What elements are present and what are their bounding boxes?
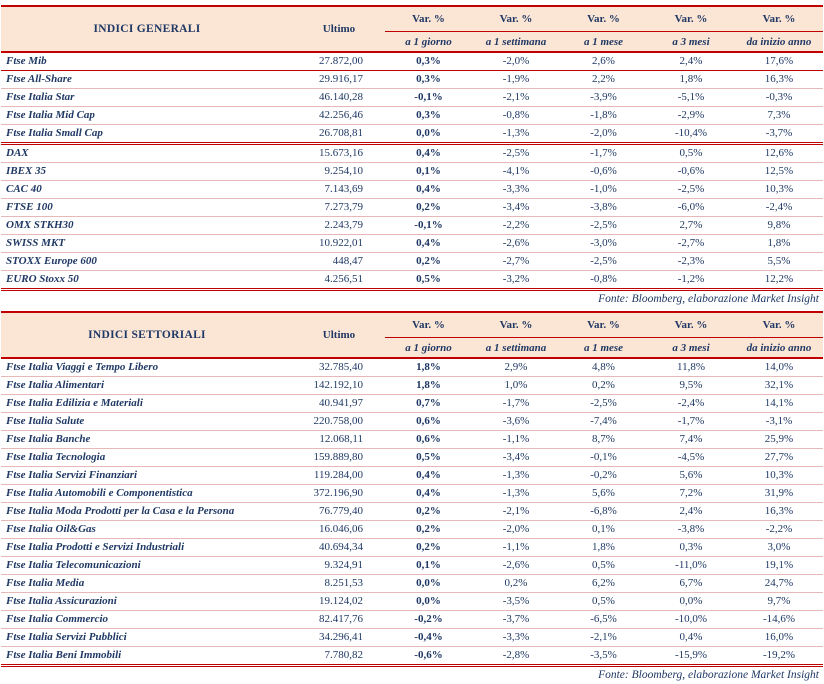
index-name-cell: Ftse Italia Salute — [1, 413, 293, 431]
var-1d-value-cell: -0,1% — [385, 217, 472, 235]
col-header-var-1m: Var. % — [560, 312, 647, 338]
var-1d-value-cell: 0,6% — [385, 431, 472, 449]
var-1d-value-cell: -0,6% — [385, 647, 472, 666]
var-1d-value-cell: 1,8% — [385, 358, 472, 377]
var-1m-value-cell: -0,8% — [560, 271, 647, 290]
table-row — [1, 52, 823, 71]
var-ytd-value-cell: 16,0% — [735, 629, 823, 647]
var-3m-value-cell: -4,5% — [647, 449, 735, 467]
index-name-cell: IBEX 35 — [1, 163, 293, 181]
var-1w-value-cell: -3,3% — [472, 181, 560, 199]
table-row — [1, 431, 823, 449]
var-1d-value-cell: 0,3% — [385, 52, 472, 71]
table-row — [1, 593, 823, 611]
var-1m-value-cell: -6,8% — [560, 503, 647, 521]
var-3m-value-cell: -15,9% — [647, 647, 735, 666]
ultimo-value-cell: 76.779,40 — [293, 503, 385, 521]
var-1m-value-cell: 0,5% — [560, 557, 647, 575]
var-1d-value-cell: 0,2% — [385, 503, 472, 521]
ultimo-value-cell: 29.916,17 — [293, 71, 385, 89]
var-ytd-value-cell: -0,3% — [735, 89, 823, 107]
var-1d-value-cell: 0,1% — [385, 557, 472, 575]
ultimo-value-cell: 159.889,80 — [293, 449, 385, 467]
index-name-cell: Ftse Italia Star — [1, 89, 293, 107]
index-name-cell: Ftse Italia Viaggi e Tempo Libero — [1, 358, 293, 377]
var-ytd-value-cell: 12,2% — [735, 271, 823, 290]
var-1d-value-cell: 0,2% — [385, 199, 472, 217]
var-ytd-value-cell: 16,3% — [735, 71, 823, 89]
index-name-cell: OMX STKH30 — [1, 217, 293, 235]
var-1d-value-cell: 0,4% — [385, 144, 472, 163]
var-1m-value-cell: -3,5% — [560, 647, 647, 666]
index-name-cell: Ftse Italia Servizi Pubblici — [1, 629, 293, 647]
var-1w-value-cell: -2,7% — [472, 253, 560, 271]
var-ytd-value-cell: 27,7% — [735, 449, 823, 467]
var-1w-value-cell: -1,1% — [472, 431, 560, 449]
var-3m-value-cell: 0,4% — [647, 629, 735, 647]
table-row — [1, 217, 823, 235]
var-3m-value-cell: 5,6% — [647, 467, 735, 485]
var-1d-value-cell: 0,4% — [385, 235, 472, 253]
var-1m-value-cell: 2,6% — [560, 52, 647, 71]
var-ytd-value-cell: -2,4% — [735, 199, 823, 217]
index-name-cell: Ftse Italia Oil&Gas — [1, 521, 293, 539]
var-1m-value-cell: -1,0% — [560, 181, 647, 199]
var-1m-value-cell: 0,5% — [560, 593, 647, 611]
ultimo-value-cell: 82.417,76 — [293, 611, 385, 629]
var-1m-value-cell: 2,2% — [560, 71, 647, 89]
var-1m-value-cell: 1,8% — [560, 539, 647, 557]
col-subheader-3m: a 3 mesi — [647, 338, 735, 359]
var-3m-value-cell: -2,5% — [647, 181, 735, 199]
source-caption-settoriali: Fonte: Bloomberg, elaborazione Market Insight — [598, 669, 819, 681]
col-header-var-3m: Var. % — [647, 312, 735, 338]
table-row — [1, 358, 823, 377]
var-1w-value-cell: -2,0% — [472, 52, 560, 71]
var-1w-value-cell: 1,0% — [472, 377, 560, 395]
var-1d-value-cell: -0,2% — [385, 611, 472, 629]
ultimo-value-cell: 12.068,11 — [293, 431, 385, 449]
var-1w-value-cell: -2,2% — [472, 217, 560, 235]
var-ytd-value-cell: 9,8% — [735, 217, 823, 235]
index-name-cell: STOXX Europe 600 — [1, 253, 293, 271]
col-header-var-ytd: Var. % — [735, 6, 823, 32]
table-row — [1, 181, 823, 199]
table-row — [1, 253, 823, 271]
ultimo-value-cell: 9.254,10 — [293, 163, 385, 181]
col-subheader-1d: a 1 giorno — [385, 32, 472, 53]
var-1w-value-cell: -1,9% — [472, 71, 560, 89]
table-row — [1, 163, 823, 181]
var-ytd-value-cell: 5,5% — [735, 253, 823, 271]
var-1m-value-cell: -2,5% — [560, 253, 647, 271]
ultimo-value-cell: 42.256,46 — [293, 107, 385, 125]
col-header-var-1w: Var. % — [472, 312, 560, 338]
var-ytd-value-cell: 14,1% — [735, 395, 823, 413]
index-name-cell: FTSE 100 — [1, 199, 293, 217]
var-ytd-value-cell: 16,3% — [735, 503, 823, 521]
ultimo-value-cell: 34.296,41 — [293, 629, 385, 647]
var-ytd-value-cell: 14,0% — [735, 358, 823, 377]
var-3m-value-cell: 2,7% — [647, 217, 735, 235]
var-1d-value-cell: 0,2% — [385, 521, 472, 539]
index-name-cell: Ftse Italia Banche — [1, 431, 293, 449]
var-1d-value-cell: -0,1% — [385, 89, 472, 107]
table-row — [1, 107, 823, 125]
index-name-cell: Ftse Italia Assicurazioni — [1, 593, 293, 611]
col-header-var-3m: Var. % — [647, 6, 735, 32]
ultimo-value-cell: 448,47 — [293, 253, 385, 271]
ultimo-value-cell: 10.922,01 — [293, 235, 385, 253]
table-row — [1, 611, 823, 629]
var-3m-value-cell: 11,8% — [647, 358, 735, 377]
ultimo-value-cell: 7.780,82 — [293, 647, 385, 666]
var-ytd-value-cell: 12,6% — [735, 144, 823, 163]
var-1m-value-cell: -3,9% — [560, 89, 647, 107]
var-3m-value-cell: 0,3% — [647, 539, 735, 557]
var-3m-value-cell: -2,4% — [647, 395, 735, 413]
var-1m-value-cell: -3,0% — [560, 235, 647, 253]
var-3m-value-cell: 9,5% — [647, 377, 735, 395]
ultimo-value-cell: 16.046,06 — [293, 521, 385, 539]
ultimo-value-cell: 32.785,40 — [293, 358, 385, 377]
col-header-ultimo: Ultimo — [293, 6, 385, 52]
ultimo-value-cell: 26.708,81 — [293, 125, 385, 144]
var-1d-value-cell: 0,7% — [385, 395, 472, 413]
col-header-var-1d: Var. % — [385, 312, 472, 338]
table-row — [1, 449, 823, 467]
ultimo-value-cell: 40.694,34 — [293, 539, 385, 557]
col-subheader-ytd: da inizio anno — [735, 32, 823, 53]
var-3m-value-cell: -3,8% — [647, 521, 735, 539]
ultimo-value-cell: 19.124,02 — [293, 593, 385, 611]
var-3m-value-cell: 0,5% — [647, 144, 735, 163]
ultimo-value-cell: 119.284,00 — [293, 467, 385, 485]
var-1w-value-cell: -3,6% — [472, 413, 560, 431]
var-1w-value-cell: -1,7% — [472, 395, 560, 413]
index-name-cell: Ftse Mib — [1, 52, 293, 71]
var-1m-value-cell: 0,1% — [560, 521, 647, 539]
var-ytd-value-cell: 10,3% — [735, 181, 823, 199]
var-ytd-value-cell: 1,8% — [735, 235, 823, 253]
var-ytd-value-cell: 3,0% — [735, 539, 823, 557]
var-1w-value-cell: -1,3% — [472, 467, 560, 485]
index-name-cell: Ftse Italia Media — [1, 575, 293, 593]
table-row — [1, 485, 823, 503]
index-name-cell: SWISS MKT — [1, 235, 293, 253]
var-1m-value-cell: -3,8% — [560, 199, 647, 217]
var-ytd-value-cell: 19,1% — [735, 557, 823, 575]
var-ytd-value-cell: 25,9% — [735, 431, 823, 449]
col-header-var-1m: Var. % — [560, 6, 647, 32]
col-header-ultimo: Ultimo — [293, 312, 385, 358]
table-title-settoriali: INDICI SETTORIALI — [1, 312, 293, 358]
ultimo-value-cell: 46.140,28 — [293, 89, 385, 107]
indici-settoriali-table — [1, 311, 823, 667]
index-name-cell: Ftse Italia Automobili e Componentistica — [1, 485, 293, 503]
var-ytd-value-cell: 17,6% — [735, 52, 823, 71]
var-ytd-value-cell: 9,7% — [735, 593, 823, 611]
index-name-cell: DAX — [1, 144, 293, 163]
table-row — [1, 521, 823, 539]
var-1d-value-cell: 0,0% — [385, 593, 472, 611]
var-1m-value-cell: 0,2% — [560, 377, 647, 395]
table-row — [1, 575, 823, 593]
var-1m-value-cell: -7,4% — [560, 413, 647, 431]
ultimo-value-cell: 2.243,79 — [293, 217, 385, 235]
ultimo-value-cell: 372.196,90 — [293, 485, 385, 503]
var-1d-value-cell: 0,3% — [385, 71, 472, 89]
var-1w-value-cell: -1,3% — [472, 485, 560, 503]
var-1m-value-cell: -2,1% — [560, 629, 647, 647]
var-1w-value-cell: 0,2% — [472, 575, 560, 593]
var-3m-value-cell: 2,4% — [647, 52, 735, 71]
var-3m-value-cell: -0,6% — [647, 163, 735, 181]
ultimo-value-cell: 8.251,53 — [293, 575, 385, 593]
var-1w-value-cell: -1,1% — [472, 539, 560, 557]
var-3m-value-cell: 7,4% — [647, 431, 735, 449]
var-3m-value-cell: 1,8% — [647, 71, 735, 89]
col-subheader-3m: a 3 mesi — [647, 32, 735, 53]
index-name-cell: Ftse Italia Telecomunicazioni — [1, 557, 293, 575]
var-1m-value-cell: -0,2% — [560, 467, 647, 485]
index-name-cell: Ftse Italia Beni Immobili — [1, 647, 293, 666]
var-1d-value-cell: 0,1% — [385, 163, 472, 181]
var-1m-value-cell: -0,1% — [560, 449, 647, 467]
index-name-cell: Ftse Italia Servizi Finanziari — [1, 467, 293, 485]
table-row — [1, 503, 823, 521]
ultimo-value-cell: 7.143,69 — [293, 181, 385, 199]
var-ytd-value-cell: -14,6% — [735, 611, 823, 629]
table-row — [1, 629, 823, 647]
var-1m-value-cell: -1,8% — [560, 107, 647, 125]
table-row — [1, 271, 823, 290]
table-row — [1, 125, 823, 144]
var-3m-value-cell: -10,0% — [647, 611, 735, 629]
var-ytd-value-cell: 10,3% — [735, 467, 823, 485]
table-title-generali: INDICI GENERALI — [1, 6, 293, 52]
table-row — [1, 647, 823, 666]
col-header-var-1w: Var. % — [472, 6, 560, 32]
indici-generali-block — [1, 5, 823, 308]
var-ytd-value-cell: -3,1% — [735, 413, 823, 431]
index-name-cell: Ftse Italia Mid Cap — [1, 107, 293, 125]
var-3m-value-cell: -1,2% — [647, 271, 735, 290]
table-row — [1, 395, 823, 413]
var-1m-value-cell: -1,7% — [560, 144, 647, 163]
var-1m-value-cell: 5,6% — [560, 485, 647, 503]
var-1d-value-cell: 0,5% — [385, 449, 472, 467]
table-body-settoriali — [1, 358, 823, 666]
index-name-cell: Ftse Italia Alimentari — [1, 377, 293, 395]
col-header-var-ytd: Var. % — [735, 312, 823, 338]
table-header — [1, 312, 823, 358]
var-3m-value-cell: -6,0% — [647, 199, 735, 217]
table-body-generali — [1, 52, 823, 290]
var-3m-value-cell: 2,4% — [647, 503, 735, 521]
var-ytd-value-cell: -2,2% — [735, 521, 823, 539]
var-1d-value-cell: 0,0% — [385, 575, 472, 593]
var-1w-value-cell: -2,1% — [472, 503, 560, 521]
var-1w-value-cell: -2,8% — [472, 647, 560, 666]
ultimo-value-cell: 220.758,00 — [293, 413, 385, 431]
table-row — [1, 199, 823, 217]
col-subheader-1m: a 1 mese — [560, 338, 647, 359]
table-row — [1, 413, 823, 431]
source-caption-generali: Fonte: Bloomberg, elaborazione Market Insight — [598, 293, 819, 305]
var-1d-value-cell: 0,2% — [385, 539, 472, 557]
ultimo-value-cell: 27.872,00 — [293, 52, 385, 71]
index-name-cell: Ftse Italia Prodotti e Servizi Industriali — [1, 539, 293, 557]
var-1d-value-cell: 0,4% — [385, 485, 472, 503]
var-1d-value-cell: 0,0% — [385, 125, 472, 144]
index-name-cell: CAC 40 — [1, 181, 293, 199]
indici-settoriali-block — [1, 311, 823, 684]
var-1w-value-cell: -3,7% — [472, 611, 560, 629]
ultimo-value-cell: 4.256,51 — [293, 271, 385, 290]
ultimo-value-cell: 15.673,16 — [293, 144, 385, 163]
var-ytd-value-cell: 7,3% — [735, 107, 823, 125]
var-1w-value-cell: -1,3% — [472, 125, 560, 144]
ultimo-value-cell: 9.324,91 — [293, 557, 385, 575]
var-3m-value-cell: -5,1% — [647, 89, 735, 107]
index-name-cell: Ftse Italia Small Cap — [1, 125, 293, 144]
var-1m-value-cell: -0,6% — [560, 163, 647, 181]
indici-generali-table — [1, 5, 823, 291]
var-1d-value-cell: 1,8% — [385, 377, 472, 395]
var-1d-value-cell: 0,3% — [385, 107, 472, 125]
var-1w-value-cell: -3,4% — [472, 449, 560, 467]
var-3m-value-cell: 6,7% — [647, 575, 735, 593]
var-1m-value-cell: 8,7% — [560, 431, 647, 449]
var-1d-value-cell: 0,4% — [385, 181, 472, 199]
table-row — [1, 539, 823, 557]
var-3m-value-cell: -11,0% — [647, 557, 735, 575]
var-1w-value-cell: -3,4% — [472, 199, 560, 217]
col-subheader-ytd: da inizio anno — [735, 338, 823, 359]
var-1m-value-cell: 4,8% — [560, 358, 647, 377]
var-ytd-value-cell: -3,7% — [735, 125, 823, 144]
index-name-cell: Ftse Italia Edilizia e Materiali — [1, 395, 293, 413]
index-name-cell: Ftse Italia Moda Prodotti per la Casa e la Persona — [1, 503, 293, 521]
var-1w-value-cell: -3,5% — [472, 593, 560, 611]
var-3m-value-cell: -2,7% — [647, 235, 735, 253]
ultimo-value-cell: 7.273,79 — [293, 199, 385, 217]
var-1w-value-cell: -4,1% — [472, 163, 560, 181]
var-ytd-value-cell: 32,1% — [735, 377, 823, 395]
var-ytd-value-cell: -19,2% — [735, 647, 823, 666]
var-ytd-value-cell: 12,5% — [735, 163, 823, 181]
var-3m-value-cell: -1,7% — [647, 413, 735, 431]
var-1d-value-cell: 0,6% — [385, 413, 472, 431]
var-3m-value-cell: -2,3% — [647, 253, 735, 271]
table-row — [1, 71, 823, 89]
table-row — [1, 235, 823, 253]
var-3m-value-cell: 0,0% — [647, 593, 735, 611]
var-ytd-value-cell: 31,9% — [735, 485, 823, 503]
col-header-var-1d: Var. % — [385, 6, 472, 32]
col-subheader-1w: a 1 settimana — [472, 338, 560, 359]
table-row — [1, 557, 823, 575]
var-1d-value-cell: 0,5% — [385, 271, 472, 290]
var-1m-value-cell: 6,2% — [560, 575, 647, 593]
var-1m-value-cell: -6,5% — [560, 611, 647, 629]
index-name-cell: Ftse Italia Tecnologia — [1, 449, 293, 467]
var-1w-value-cell: -2,1% — [472, 89, 560, 107]
table-header — [1, 6, 823, 52]
var-1d-value-cell: -0,4% — [385, 629, 472, 647]
var-ytd-value-cell: 24,7% — [735, 575, 823, 593]
table-row — [1, 467, 823, 485]
var-1m-value-cell: -2,5% — [560, 217, 647, 235]
var-1w-value-cell: -3,3% — [472, 629, 560, 647]
ultimo-value-cell: 40.941,97 — [293, 395, 385, 413]
var-1w-value-cell: -0,8% — [472, 107, 560, 125]
var-1m-value-cell: -2,5% — [560, 395, 647, 413]
index-name-cell: EURO Stoxx 50 — [1, 271, 293, 290]
var-3m-value-cell: -2,9% — [647, 107, 735, 125]
col-subheader-1w: a 1 settimana — [472, 32, 560, 53]
table-row — [1, 377, 823, 395]
index-name-cell: Ftse All-Share — [1, 71, 293, 89]
var-1d-value-cell: 0,2% — [385, 253, 472, 271]
table-row — [1, 89, 823, 107]
var-1d-value-cell: 0,4% — [385, 467, 472, 485]
var-1w-value-cell: -2,5% — [472, 144, 560, 163]
var-1m-value-cell: -2,0% — [560, 125, 647, 144]
table-row — [1, 144, 823, 163]
var-1w-value-cell: -2,0% — [472, 521, 560, 539]
col-subheader-1m: a 1 mese — [560, 32, 647, 53]
var-1w-value-cell: 2,9% — [472, 358, 560, 377]
index-name-cell: Ftse Italia Commercio — [1, 611, 293, 629]
var-1w-value-cell: -2,6% — [472, 235, 560, 253]
var-1w-value-cell: -2,6% — [472, 557, 560, 575]
var-3m-value-cell: 7,2% — [647, 485, 735, 503]
col-subheader-1d: a 1 giorno — [385, 338, 472, 359]
var-3m-value-cell: -10,4% — [647, 125, 735, 144]
ultimo-value-cell: 142.192,10 — [293, 377, 385, 395]
var-1w-value-cell: -3,2% — [472, 271, 560, 290]
